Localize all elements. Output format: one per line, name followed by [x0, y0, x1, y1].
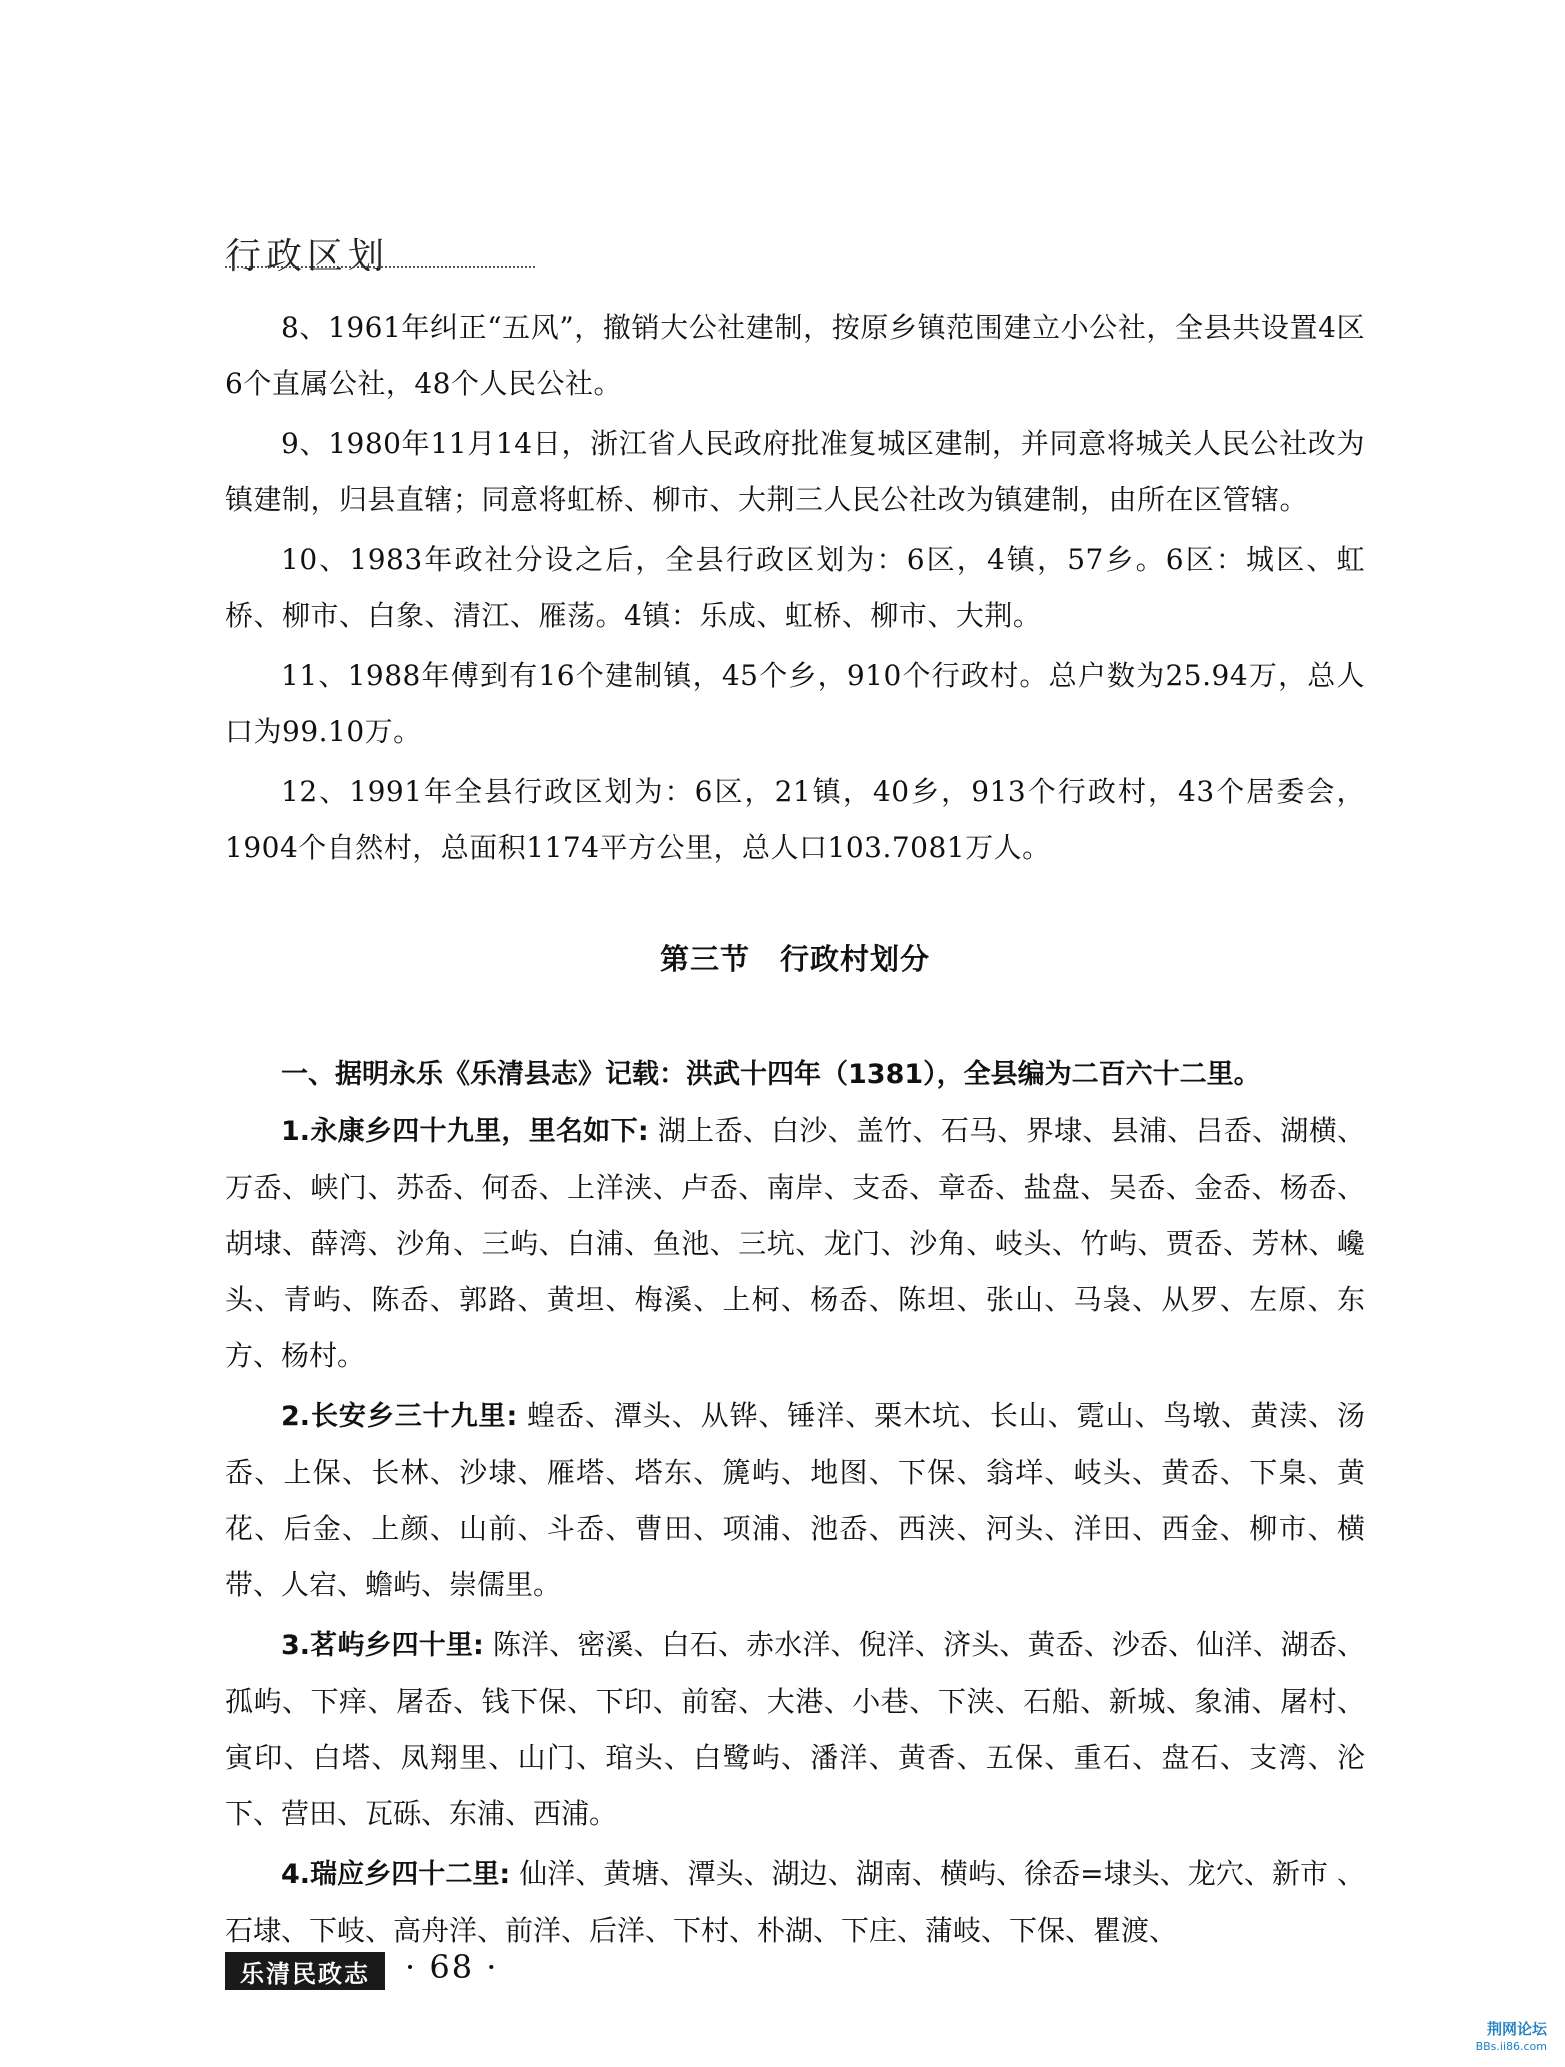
running-header-title: 行政区划: [225, 236, 390, 277]
village-list: 湖上岙、白沙、盖竹、石马、界埭、县浦、吕岙、湖横、万岙、峡门、苏岙、何岙、上洋浃、卢岙、南岸、支岙、章岙、盐盘、吴岙、金岙、杨岙、胡埭、薛湾、沙角、三屿、白浦、鱼池、三坑、龙门、沙角、岐头、竹屿、贾岙、芳林、巉头、青屿、陈岙、郭路、黄坦、梅溪、上柯、杨岙、陈坦、张山、马袅、从罗、左原、东方、杨村。: [225, 1114, 1365, 1372]
paragraph-12: 12、1991年全县行政区划为：6区，21镇，40乡，913个行政村，43个居委会，1904个自然村，总面积1174平方公里，总人口103.7081万人。: [225, 775, 1365, 864]
paragraph-11: 11、1988年傅到有16个建制镇，45个乡，910个行政村。总户数为25.94万，总人口为99.10万。: [225, 659, 1365, 748]
paragraph-9: 9、1980年11月14日，浙江省人民政府批准复城区建制，并同意将城关人民公社改为镇建制，归县直辖；同意将虹桥、柳市、大荆三人民公社改为镇建制，由所在区管辖。: [225, 427, 1365, 516]
township-ruiying: [225, 1846, 1365, 1959]
township-changan: [225, 1388, 1365, 1613]
paragraph-8: 8、1961年纠正“五风”，撤销大公社建制，按原乡镇范围建立小公社，全县共设置4区6个直属公社，48个人民公社。: [225, 311, 1365, 400]
township-mingyu: [225, 1617, 1365, 1842]
township-heading: 2.长安乡三十九里:: [281, 1401, 518, 1432]
section-intro: 一、据明永乐《乐清县志》记载：洪武十四年（1381），全县编为二百六十二里。: [281, 1059, 1261, 1090]
header-divider: [225, 266, 535, 268]
section-heading: [225, 931, 1365, 987]
page-number: · 68 ·: [405, 1948, 499, 1986]
township-heading: 3.茗屿乡四十里:: [281, 1630, 484, 1661]
village-list: 仙洋、黄塘、潭头、湖边、湖南、横屿、徐岙=埭头、龙穴、新市 、石埭、下岐、高舟洋、前洋、后洋、下村、朴湖、下庄、蒲岐、下保、瞿渡、: [225, 1857, 1365, 1947]
village-list: 陈洋、密溪、白石、赤水洋、倪洋、济头、黄岙、沙岙、仙洋、湖岙、孤屿、下痒、屠岙、钱下保、下印、前窑、大港、小巷、下浃、石船、新城、象浦、屠村、寅印、白塔、凤翔里、山门、琯头、白鹭屿、潘洋、黄香、五保、重石、盘石、支湾、沦下、营田、瓦砾、东浦、西浦。: [225, 1628, 1365, 1830]
site-watermark: [1476, 2021, 1547, 2055]
township-heading: 1.永康乡四十九里，里名如下:: [281, 1116, 649, 1147]
section-title: 行政村划分: [780, 942, 931, 976]
paragraph-10: 10、1983年政社分设之后，全县行政区划为：6区，4镇，57乡。6区：城区、虹桥、柳市、白象、清江、雁荡。4镇：乐成、虹桥、柳市、大荆。: [225, 543, 1365, 632]
section-number: 第三节: [659, 942, 750, 976]
book-title-badge: 乐清民政志: [225, 1952, 385, 1990]
township-yongkang: [225, 1103, 1365, 1384]
watermark-url: BBs.ii86.com: [1475, 2040, 1547, 2053]
page-body: [225, 300, 1365, 1963]
township-heading: 4.瑞应乡四十二里:: [281, 1859, 511, 1890]
village-list: 蝗岙、潭头、从铧、锤洋、栗木坑、长山、霓山、鸟墩、黄渎、汤岙、上保、长林、沙埭、雁塔、塔东、篪屿、地图、下保、翁垟、岐头、黄岙、下臬、黄花、后金、上颜、山前、斗岙、曹田、项浦、池岙、西浃、河头、洋田、西金、柳市、横带、人宕、蟾屿、崇儒里。: [225, 1399, 1365, 1601]
watermark-title: 荆网论坛: [1486, 2020, 1547, 2038]
